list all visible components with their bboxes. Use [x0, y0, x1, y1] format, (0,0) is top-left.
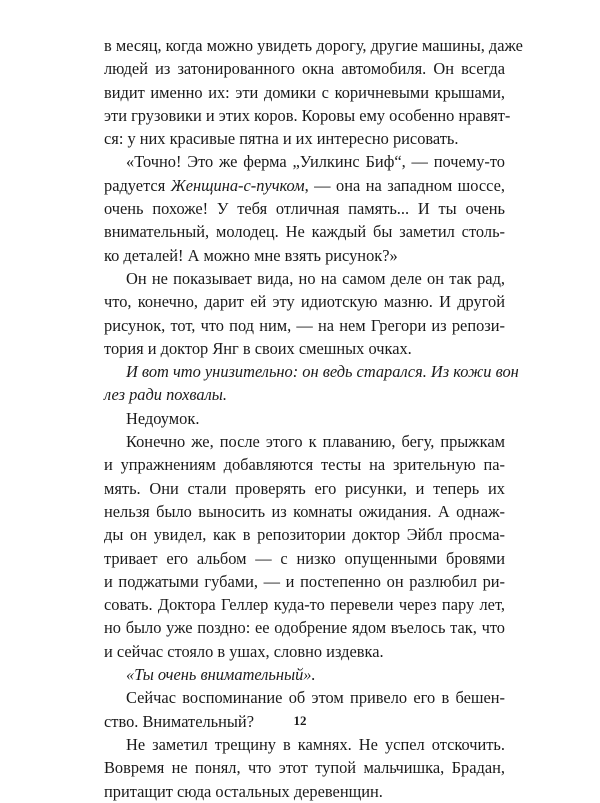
text-line: людей из затонированного окна автомобиля. Он всегда: [104, 59, 505, 79]
page-number: 12: [293, 713, 307, 728]
text-line: нельзя было выносить из комнаты ожидания. А однаж-: [104, 501, 505, 521]
text-line: «Ты очень внимательный».: [126, 665, 316, 685]
text-line: и сейчас стояло в ушах, словно издевка.: [104, 641, 384, 661]
text-line: Не заметил трещину в камнях. Не успел отскочить.: [126, 734, 505, 754]
text-line: И вот что унизительно: он ведь старался. Из кожи вон: [126, 362, 519, 382]
text-line: рисунок, тот, что под ним, — на нем Грегори из репози-: [104, 315, 505, 335]
text-line: эти грузовики и этих коров. Коровы ему особенно нравят-: [104, 105, 511, 125]
text-line: ство. Внимательный?: [104, 711, 254, 731]
text-line: тория и доктор Янг в своих смешных очках.: [104, 338, 412, 358]
text-line: ся: у них красивые пятна и их интересно рисовать.: [104, 129, 459, 149]
text-line: Сейчас воспоминание об этом привело его в бешен-: [126, 688, 505, 708]
text-line: Вовремя не понял, что этот тупой мальчишка, Брадан,: [104, 758, 505, 778]
text-line: но было уже поздно: ее одобрение ядом въелось так, что: [104, 618, 505, 638]
text-line: внимательный, молодец. Не каждый бы заметил столь-: [104, 222, 505, 242]
text-line: Конечно же, после этого к плаванию, бегу, прыжкам: [126, 432, 505, 452]
text-line: тривает его альбом — с низко опущенными бровями: [104, 548, 505, 568]
text-line: ко деталей! А можно мне взять рисунок?»: [104, 245, 398, 265]
text-line: видит именно их: эти домики с коричневыми крышами,: [104, 82, 505, 102]
text-line: что, конечно, дарит ей эту идиотскую мазню. И другой: [104, 292, 505, 312]
text-line: притащит сюда остальных деревенщин.: [104, 781, 383, 801]
text-line: мять. Они стали проверять его рисунки, и теперь их: [104, 478, 505, 498]
text-line: радуется Женщина-с-пучком, — она на западном шоссе,: [104, 175, 506, 195]
text-line: совать. Доктора Геллер куда-то перевели через пару лет,: [104, 595, 505, 615]
text-line: очень похоже! У тебя отличная память... И ты очень: [104, 199, 505, 219]
text-line: и поджатыми губами, — и постепенно он разлюбил ри-: [104, 571, 505, 591]
text-line: лез ради похвалы.: [104, 385, 227, 405]
text-line: и упражнениям добавляются тесты на зрительную па-: [104, 455, 505, 475]
text-line: Он не показывает вида, но на самом деле он так рад,: [126, 268, 505, 288]
text-line: ды он увидел, как в репозитории доктор Эйбл просма-: [104, 525, 505, 545]
text-line: Недоумок.: [126, 408, 200, 428]
text-line: «Точно! Это же ферма „Уилкинс Биф“, — почему-то: [126, 152, 505, 172]
page-text-body: [104, 34, 523, 803]
text-line: в месяц, когда можно увидеть дорогу, другие машины, даже: [104, 36, 523, 55]
italic-fragment: Женщина-с-пучком: [170, 175, 305, 195]
